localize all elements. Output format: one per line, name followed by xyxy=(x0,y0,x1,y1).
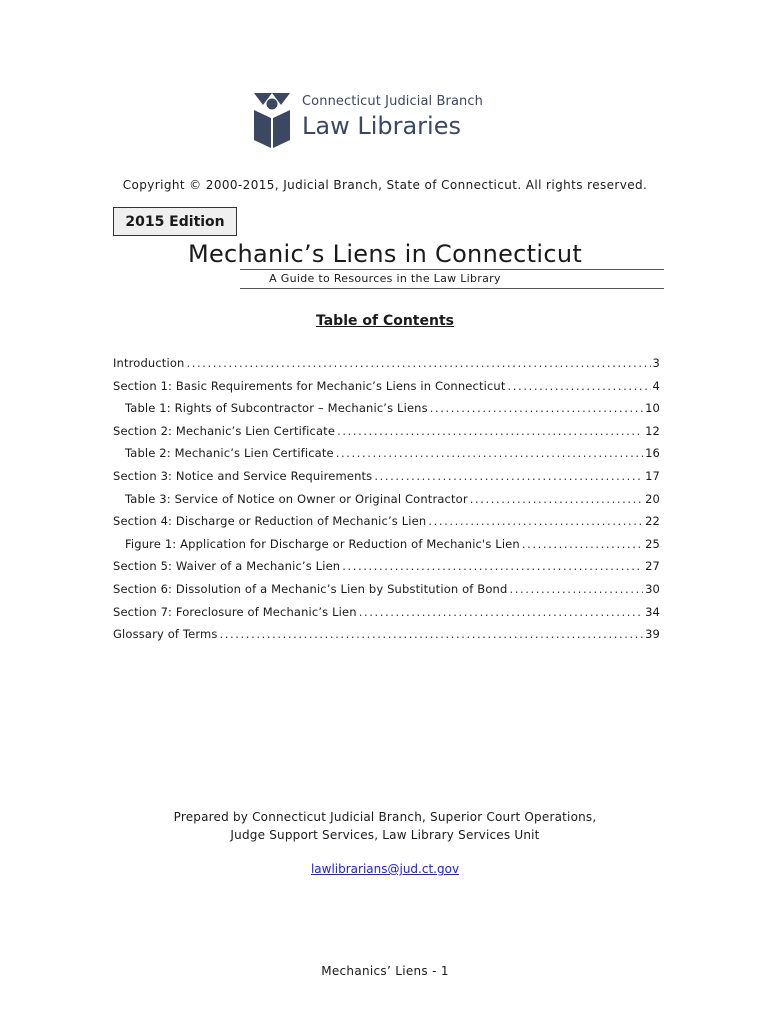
toc-leader-dots xyxy=(522,537,643,551)
toc-entry-label: Section 1: Basic Requirements for Mechanic’s Liens in Connecticut xyxy=(113,378,506,393)
toc-entry[interactable] xyxy=(113,356,660,379)
toc-leader-dots xyxy=(336,446,643,460)
toc-entry-page: 12 xyxy=(645,423,660,438)
toc-leader-dots xyxy=(186,356,650,370)
document-subtitle: A Guide to Resources in the Law Library xyxy=(269,272,501,285)
toc-entry[interactable] xyxy=(113,492,660,515)
toc-entry[interactable] xyxy=(113,559,660,582)
email-contact xyxy=(0,862,770,876)
toc-entry[interactable] xyxy=(113,469,660,492)
toc-entry-label: Glossary of Terms xyxy=(113,627,218,642)
toc-entry[interactable] xyxy=(113,514,660,537)
toc-leader-dots xyxy=(428,514,643,528)
toc-entry[interactable] xyxy=(113,605,660,628)
toc-entry-page: 3 xyxy=(652,356,660,370)
toc-entry[interactable] xyxy=(113,401,660,424)
book-figure-logo-icon xyxy=(252,90,292,150)
title-rule-top xyxy=(240,269,664,270)
edition-badge: 2015 Edition xyxy=(113,207,237,236)
toc-leader-dots xyxy=(430,401,643,415)
toc-leader-dots xyxy=(374,469,643,483)
logo-main-text: Law Libraries xyxy=(302,112,461,140)
toc-entry-page: 34 xyxy=(645,604,660,619)
toc-entry-page: 16 xyxy=(645,446,660,461)
copyright-notice: Copyright © 2000-2015, Judicial Branch, State of Connecticut. All rights reserved. xyxy=(122,178,648,192)
toc-entry[interactable] xyxy=(113,582,660,605)
toc-leader-dots xyxy=(509,582,643,596)
toc-entry-label: Figure 1: Application for Discharge or Reduction of Mechanic's Lien xyxy=(125,536,520,551)
toc-entry-page: 22 xyxy=(645,514,660,529)
logo-top-text: Connecticut Judicial Branch xyxy=(302,94,483,109)
prepared-by-line-2: Judge Support Services, Law Library Services Unit xyxy=(230,828,540,842)
toc-entry-label: Introduction xyxy=(113,356,185,370)
toc-entry[interactable] xyxy=(113,446,660,469)
toc-entry-label: Section 6: Dissolution of a Mechanic’s Lien by Substitution of Bond xyxy=(113,581,508,596)
toc-entry-page: 30 xyxy=(645,581,660,596)
toc-leader-dots xyxy=(342,559,643,573)
toc-leader-dots xyxy=(337,424,643,438)
toc-entry-label: Table 2: Mechanic’s Lien Certificate xyxy=(125,446,334,461)
toc-entry-label: Section 4: Discharge or Reduction of Mechanic’s Lien xyxy=(113,514,427,529)
toc-leader-dots xyxy=(508,379,651,393)
toc-entry-page: 17 xyxy=(645,468,660,483)
toc-entry[interactable] xyxy=(113,379,660,402)
toc-entry-page: 20 xyxy=(645,491,660,506)
toc-entry-label: Table 1: Rights of Subcontractor – Mechanic’s Liens xyxy=(125,401,428,416)
toc-leader-dots xyxy=(470,492,643,506)
email-link[interactable]: lawlibrarians@jud.ct.gov xyxy=(310,862,460,876)
toc-heading: Table of Contents xyxy=(315,313,454,329)
toc-entry[interactable] xyxy=(113,627,660,650)
toc-entry-label: Section 3: Notice and Service Requirements xyxy=(113,468,373,483)
toc-entry[interactable] xyxy=(113,424,660,447)
toc-entry-label: Section 7: Foreclosure of Mechanic’s Lien xyxy=(113,604,357,619)
title-rule-bottom xyxy=(240,288,664,289)
toc-entry-label: Section 5: Waiver of a Mechanic’s Lien xyxy=(113,559,341,574)
toc-entry-page: 39 xyxy=(645,627,660,642)
toc-leader-dots xyxy=(359,605,643,619)
toc-entry-page: 25 xyxy=(645,536,660,551)
prepared-by xyxy=(0,808,770,844)
toc-entry-label: Table 3: Service of Notice on Owner or Original Contractor xyxy=(125,491,468,506)
document-title: Mechanic’s Liens in Connecticut xyxy=(187,240,583,268)
toc-leader-dots xyxy=(220,627,644,641)
toc-entry[interactable] xyxy=(113,537,660,560)
toc-entry-page: 4 xyxy=(652,378,660,393)
page-footer: Mechanics’ Liens - 1 xyxy=(321,964,449,978)
toc-entry-label: Section 2: Mechanic’s Lien Certificate xyxy=(113,423,336,438)
law-libraries-logo xyxy=(252,88,492,152)
table-of-contents xyxy=(113,356,660,650)
toc-entry-page: 27 xyxy=(645,559,660,574)
prepared-by-line-1: Prepared by Connecticut Judicial Branch, Superior Court Operations, xyxy=(173,810,597,824)
toc-entry-page: 10 xyxy=(645,401,660,416)
